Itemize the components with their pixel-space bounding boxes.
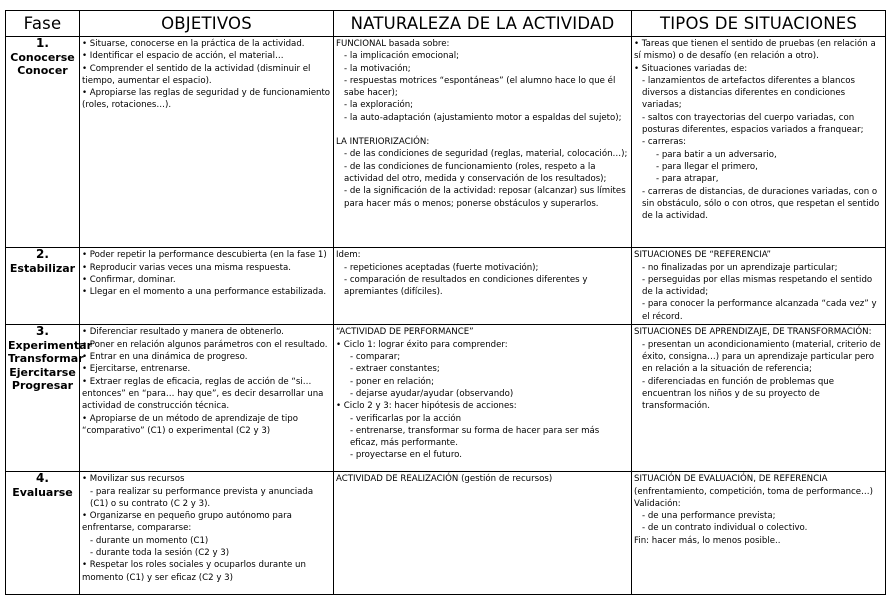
list-item: • Apropiarse de un método de aprendizaje de tipo “comparativo” (C1) o experimental (C2 y 3) xyxy=(82,413,298,436)
objetivos-cell xyxy=(80,248,334,325)
list-item: • Confirmar, dominar. xyxy=(82,274,176,285)
naturaleza-cell xyxy=(334,472,632,595)
list-heading: SITUACIÓN DE EVALUACIÓN, DE REFERENCIA xyxy=(634,474,828,485)
spacer xyxy=(336,124,629,136)
list-heading: SITUACIONES DE “REFERENCIA” xyxy=(634,250,771,261)
list-item: - de las condiciones de seguridad (reglas, material, colocación…); xyxy=(344,149,628,160)
list-item: • Situarse, conocerse en la práctica de la actividad. xyxy=(82,39,305,49)
fase-name: Progresar xyxy=(11,379,74,393)
list-heading: FUNCIONAL basada sobre: xyxy=(336,39,450,49)
list-item: - para batir a un adversario, xyxy=(656,149,777,160)
list-item: - de una performance prevista; xyxy=(642,511,776,522)
list-heading: “ACTIVIDAD DE PERFORMANCE” xyxy=(336,327,474,338)
fase-name: Experimentar xyxy=(8,338,92,352)
list-item: - la implicación emocional; xyxy=(344,51,460,62)
list-item: Validación: xyxy=(634,498,681,509)
list-item: • Poder repetir la performance descubierta (en la fase 1) xyxy=(82,250,327,261)
fase-name: Estabilizar xyxy=(9,261,76,275)
list-item: - presentan un acondicionamiento (material, criterio de éxito, consigna…) para un aprendizaje particular pero en relación a la situación de referencia; xyxy=(642,339,881,375)
list-item: (enfrentamiento, competición, toma de performance…) xyxy=(634,486,873,497)
list-item: - repeticiones aceptadas (fuerte motivación); xyxy=(344,262,539,273)
fase-number: 1. xyxy=(36,36,49,50)
list-item: - proyectarse en el futuro. xyxy=(350,450,462,461)
list-item: - comparar; xyxy=(350,352,401,363)
fase-name: Conocerse xyxy=(10,50,75,64)
situaciones-cell xyxy=(632,325,886,472)
list-item: - durante toda la sesión (C2 y 3) xyxy=(90,548,230,559)
fase-cell xyxy=(6,248,80,325)
list-item: • Movilizar sus recursos xyxy=(82,474,185,485)
list-item: • Ciclo 2 y 3: hacer hipótesis de acciones: xyxy=(336,401,517,412)
fase-cell xyxy=(6,324,92,472)
fase-cell xyxy=(6,472,80,595)
situaciones-cell xyxy=(632,248,886,325)
list-item: - la motivación; xyxy=(344,63,411,74)
list-item: - para atrapar, xyxy=(656,174,719,185)
table-row xyxy=(6,472,886,595)
list-item: • Diferenciar resultado y manera de obtenerlo. xyxy=(82,327,284,338)
list-item: • Llegar en el momento a una performance estabilizada. xyxy=(82,287,327,298)
list-item: - para realizar su performance prevista y anunciada (C1) o su contrato (C 2 y 3). xyxy=(90,486,314,509)
list-item: • Organizarse en pequeño grupo autónomo para enfrentarse, compararse: xyxy=(82,511,292,534)
fase-name: Transformar xyxy=(8,352,84,366)
table-row xyxy=(6,37,886,248)
list-item: • Reproducir varias veces una misma respuesta. xyxy=(82,262,291,273)
situaciones-cell xyxy=(632,37,886,248)
phases-table xyxy=(5,10,886,595)
list-item: • Comprender el sentido de la actividad (disminuir el tiempo, aumentar el espacio). xyxy=(82,63,311,86)
fase-number: 4. xyxy=(36,471,49,486)
list-item: - durante un momento (C1) xyxy=(90,535,209,546)
list-item: • Apropiarse las reglas de seguridad y de funcionamiento (roles, rotaciones…). xyxy=(82,88,331,111)
fase-name: Conocer xyxy=(17,64,68,77)
fase-cell xyxy=(6,37,80,248)
list-item: - perseguidas por ellas mismas respetando el sentido de la actividad; xyxy=(642,274,873,298)
list-item: - no finalizadas por un aprendizaje particular; xyxy=(642,262,838,273)
fase-name: Evaluarse xyxy=(12,485,73,499)
header-naturaleza: NATURALEZA DE LA ACTIVIDAD xyxy=(334,11,632,37)
list-item: • Entrar en una dinámica de progreso. xyxy=(82,352,248,363)
list-heading: Idem: xyxy=(336,250,361,261)
list-heading: LA INTERIORIZACIÓN: xyxy=(336,137,430,148)
list-heading: ACTIVIDAD DE REALIZACIÓN (gestión de recursos) xyxy=(336,474,553,485)
list-item: - respuestas motrices “espontáneas” (el alumno hace lo que él sabe hacer); xyxy=(344,75,616,99)
list-item: Fin: hacer más, lo menos posible.. xyxy=(634,535,781,546)
list-item: • Extraer reglas de eficacia, reglas de acción de “si… entonces” en “para… hay que”, es decir desarrollar una actividad de construcción técnica. xyxy=(82,376,324,412)
list-item: - poner en relación; xyxy=(350,376,435,387)
situaciones-cell xyxy=(632,472,886,595)
objetivos-cell xyxy=(80,472,334,595)
list-item: - lanzamientos de artefactos diferentes a blancos diversos a distancias diferentes en condiciones variadas; xyxy=(642,75,855,111)
list-item: - dejarse ayudar/ayudar (observando) xyxy=(350,388,514,399)
header-fase: Fase xyxy=(6,11,80,37)
list-item: - diferenciadas en función de problemas que encuentran los niños y de su proyecto de transformación. xyxy=(642,376,835,412)
list-item: - para llegar el primero, xyxy=(656,161,758,172)
objetivos-cell xyxy=(80,37,334,248)
table-row xyxy=(6,325,886,472)
list-item: • Identificar el espacio de acción, el material… xyxy=(82,51,284,62)
list-heading: SITUACIONES DE APRENDIZAJE, DE TRANSFORMACIÓN: xyxy=(634,327,872,338)
list-item: • Situaciones variadas de: xyxy=(634,63,748,74)
header-objetivos: OBJETIVOS xyxy=(80,11,334,37)
list-item: • Tareas que tienen el sentido de pruebas (en relación a sí mismo) o de desafío (en relación a otro). xyxy=(634,39,876,62)
naturaleza-cell xyxy=(334,248,632,325)
header-row xyxy=(6,11,886,37)
list-item: - la auto-adaptación (ajustamiento motor a espaldas del sujeto); xyxy=(344,112,622,123)
list-item: • Respetar los roles sociales y ocuparlos durante un momento (C1) y ser eficaz (C2 y 3) xyxy=(82,560,306,583)
list-item: • Ejercitarse, entrenarse. xyxy=(82,364,191,375)
list-item: - verificarlas por la acción xyxy=(350,413,462,424)
list-item: • Poner en relación algunos parámetros con el resultado. xyxy=(82,339,328,350)
list-item: - entrenarse, transformar su forma de hacer para ser más eficaz, más performante. xyxy=(350,425,600,449)
list-item: - para conocer la performance alcanzada “cada vez” y el récord. xyxy=(642,299,877,322)
list-item: • Ciclo 1: lograr éxito para comprender: xyxy=(336,339,508,350)
fase-number: 2. xyxy=(36,247,49,262)
fase-number: 3. xyxy=(36,324,49,339)
list-item: - carreras: xyxy=(642,137,687,148)
list-item: - carreras de distancias, de duraciones variadas, con o sin obstáculo, sólo o con otros, que respetan el sentido de la actividad. xyxy=(642,186,880,222)
list-item: - saltos con trayectorias del cuerpo variadas, con posturas diferentes, espacios variados a franquear; xyxy=(642,112,864,136)
list-item: - extraer constantes; xyxy=(350,364,440,375)
fase-name: Ejercitarse xyxy=(9,365,76,379)
header-situaciones: TIPOS DE SITUACIONES xyxy=(632,11,886,37)
objetivos-cell xyxy=(80,325,334,472)
list-item: - de las condiciones de funcionamiento (roles, respeto a la actividad del otro, medida y conservación de los resultados); xyxy=(344,161,607,184)
list-item: - de un contrato individual o colectivo. xyxy=(642,523,808,534)
list-item: - de la significación de la actividad: reposar (alcanzar) sus límites para hacer más o menos; ponerse obstáculos y superarlos. xyxy=(344,186,626,209)
table-row xyxy=(6,248,886,325)
naturaleza-cell xyxy=(334,325,632,472)
list-item: - la exploración; xyxy=(344,100,414,111)
list-item: - comparación de resultados en condiciones diferentes y apremiantes (difíciles). xyxy=(344,274,588,298)
naturaleza-cell xyxy=(334,37,632,248)
